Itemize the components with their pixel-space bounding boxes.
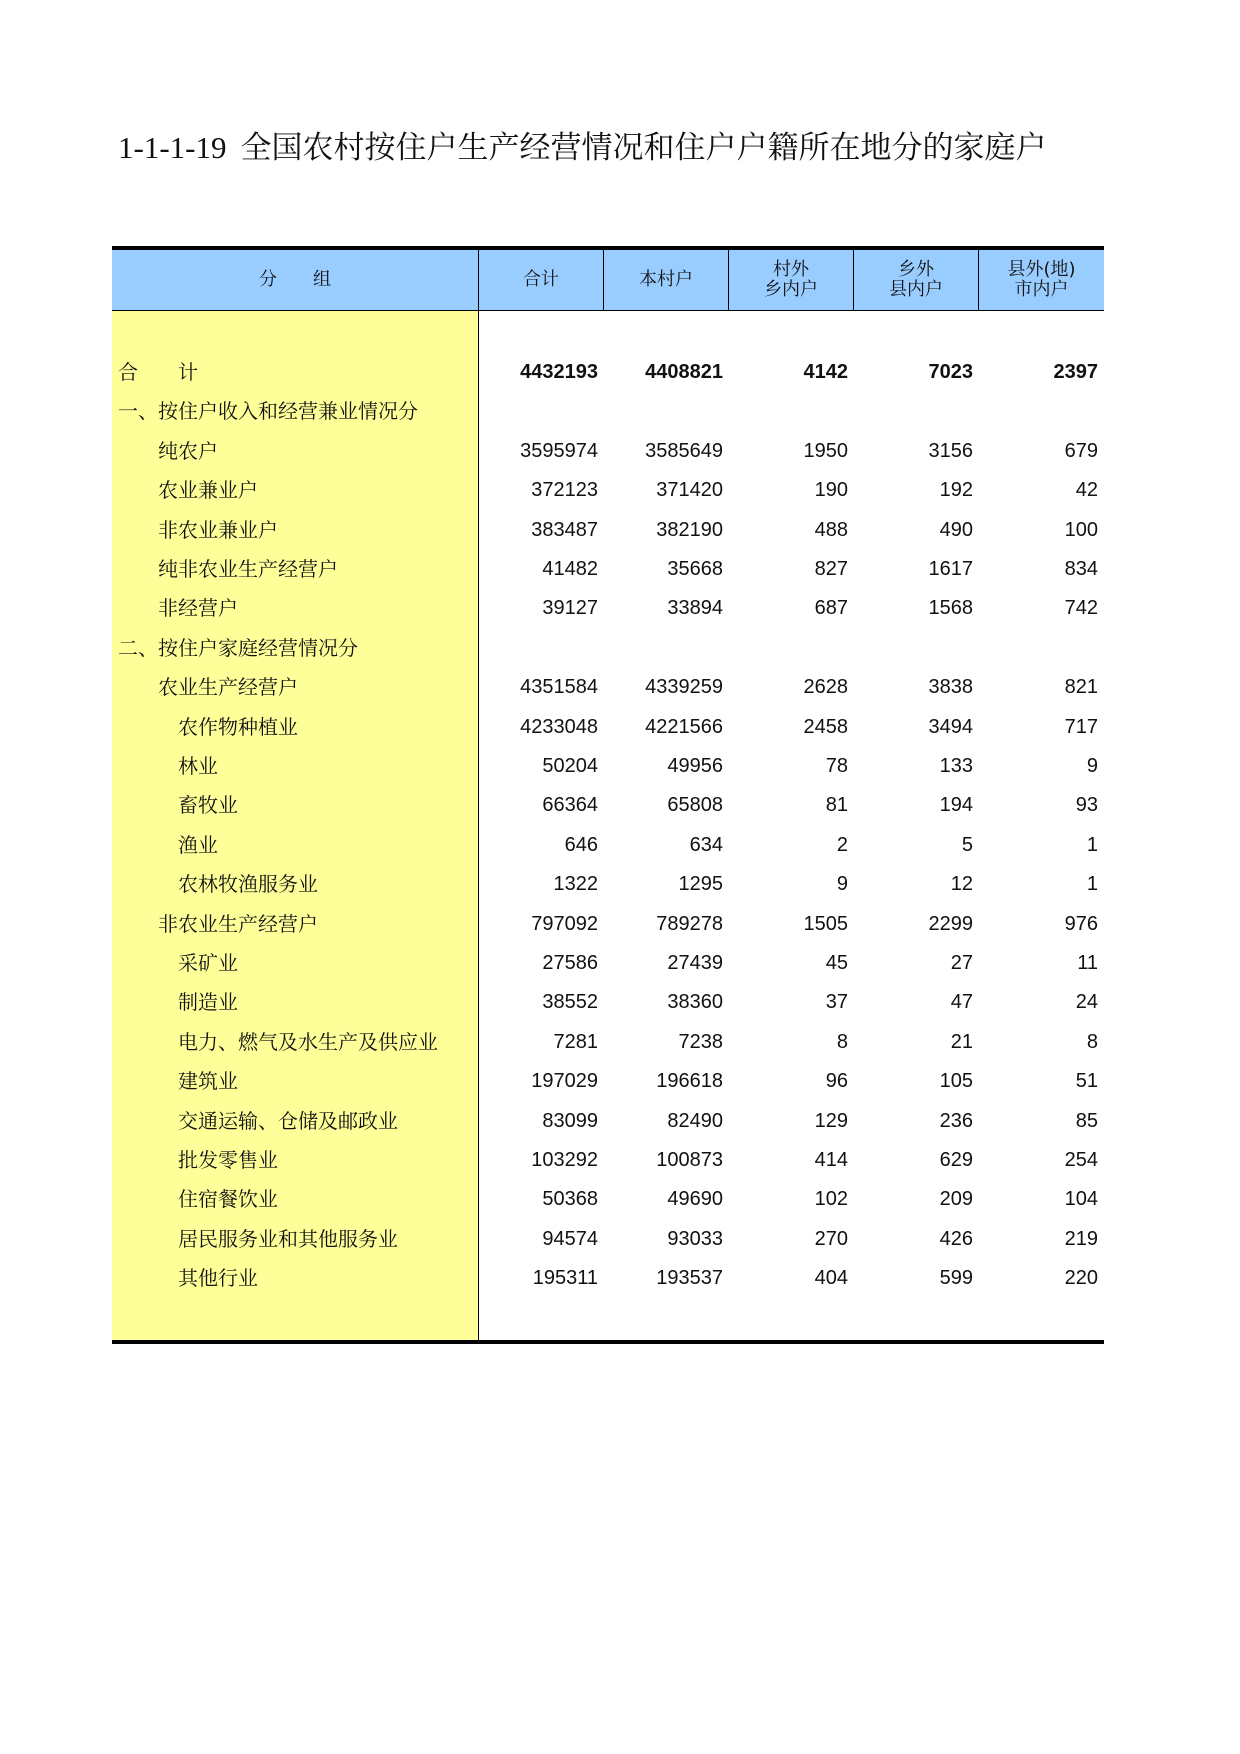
cell-value: 1322 [553,873,598,896]
row-label: 非经营户 [158,596,238,621]
statistics-table [112,246,1104,1344]
table-row [112,708,1104,747]
cell-value: 100 [1064,518,1098,541]
cell-value: 192 [939,479,973,502]
cell-value: 51 [1075,1070,1098,1093]
cell-value: 33894 [667,597,723,620]
cell-value [728,629,848,668]
cell-value: 2628 [803,676,848,699]
table-row [112,353,1104,392]
cell-value: 270 [814,1227,848,1250]
cell-value: 254 [1064,1149,1098,1171]
cell-value: 45 [825,952,848,974]
cell-value: 96 [825,1070,848,1093]
cell-value: 4408821 [645,361,723,383]
cell-value: 49690 [667,1188,723,1211]
row-label: 制造业 [178,990,238,1015]
cell-value: 5 [961,833,973,856]
cell-value: 797092 [531,912,598,935]
cell-value: 3595974 [520,439,598,462]
cell-value: 834 [1064,558,1098,580]
cell-value [603,629,723,668]
header-col4 [853,250,978,310]
table-row [112,471,1104,510]
table-code: 1-1-1-19 [118,130,227,165]
row-label: 纯非农业生产经营户 [158,557,338,581]
row-label: 合 计 [118,360,198,384]
cell-value: 414 [814,1149,848,1171]
cell-value: 2458 [803,715,848,738]
row-label: 纯农户 [158,438,218,463]
cell-value: 2 [836,833,848,856]
table-row [112,905,1104,944]
cell-value: 679 [1064,439,1098,462]
cell-value [853,629,973,668]
cell-value: 105 [939,1070,973,1093]
cell-value: 1505 [803,912,848,935]
row-label: 农业生产经营户 [158,675,298,700]
cell-value: 717 [1064,715,1098,738]
header-col5 [978,250,1104,310]
cell-value: 404 [814,1267,848,1290]
cell-value: 12 [950,873,973,896]
table-row [112,1180,1104,1219]
cell-value: 38552 [542,991,598,1014]
cell-value: 4351584 [520,676,598,699]
cell-value: 82490 [667,1109,723,1132]
table-row [112,589,1104,628]
cell-value: 3156 [928,439,973,462]
cell-value: 102 [814,1188,848,1211]
row-label: 采矿业 [178,951,238,975]
table-row [112,944,1104,983]
table-row [112,629,1104,668]
cell-value: 976 [1064,912,1098,935]
cell-value: 94574 [542,1227,598,1250]
cell-value: 827 [814,558,848,580]
cell-value: 190 [814,479,848,502]
header-col5-line1: 县外(地) [1007,259,1076,280]
cell-value: 219 [1064,1227,1098,1250]
table-row [112,983,1104,1022]
cell-value: 21 [950,1030,973,1053]
cell-value: 646 [564,833,598,856]
table-row [112,511,1104,550]
row-label: 住宿餐饮业 [178,1187,278,1212]
cell-value: 197029 [531,1070,598,1093]
header-col5-line2: 市内户 [1014,279,1069,300]
row-label: 电力、燃气及水生产及供应业 [178,1029,438,1054]
row-label: 批发零售业 [178,1148,278,1172]
cell-value [978,629,1098,668]
cell-value: 2299 [928,912,973,935]
table-row [112,1220,1104,1259]
cell-value: 65808 [667,794,723,817]
cell-value: 9 [1086,755,1098,777]
cell-value: 37 [825,991,848,1014]
header-col4-line1: 乡外 [898,259,934,280]
cell-value: 382190 [656,518,723,541]
cell-value: 7023 [928,361,973,383]
cell-value: 1617 [928,558,973,580]
cell-value: 38360 [667,991,723,1014]
cell-value: 100873 [656,1149,723,1171]
page-title [118,123,1108,173]
cell-value: 47 [950,991,973,1014]
cell-value: 490 [939,518,973,541]
header-col3-line1: 村外 [773,259,809,280]
cell-value [978,392,1098,431]
cell-value: 1 [1086,873,1098,896]
cell-value: 24 [1075,991,1098,1014]
cell-value: 371420 [656,479,723,502]
cell-value: 599 [939,1267,973,1290]
cell-value: 196618 [656,1070,723,1093]
cell-value: 372123 [531,479,598,502]
cell-value: 789278 [656,912,723,935]
cell-value: 629 [939,1149,973,1171]
cell-value: 93033 [667,1227,723,1250]
cell-value [603,392,723,431]
header-group-label: 分 组 [259,269,331,290]
cell-value: 1568 [928,597,973,620]
header-total [478,250,603,310]
header-local-label: 本村户 [639,269,693,290]
header-local [603,250,728,310]
cell-value [478,629,598,668]
cell-value: 1295 [678,873,723,896]
cell-value: 742 [1064,597,1098,620]
cell-value: 2397 [1053,361,1098,383]
cell-value: 195311 [532,1267,598,1290]
table-row [112,432,1104,471]
cell-value: 27 [950,952,973,974]
cell-value: 426 [939,1227,973,1250]
row-label: 建筑业 [178,1069,238,1094]
table-row [112,786,1104,825]
row-label: 林业 [178,754,218,778]
cell-value: 383487 [531,518,598,541]
cell-value: 133 [939,755,973,777]
cell-value: 27586 [542,952,598,974]
cell-value: 4432193 [520,361,598,383]
table-row [112,865,1104,904]
row-label: 非农业生产经营户 [158,911,318,936]
cell-value: 3838 [928,676,973,699]
cell-value: 3494 [928,715,973,738]
cell-value: 35668 [667,558,723,580]
table-row [112,1141,1104,1180]
cell-value: 4339259 [645,676,723,699]
row-label: 非农业兼业户 [158,517,278,542]
row-label: 农作物种植业 [178,714,298,739]
cell-value: 41482 [542,558,598,580]
row-label: 一、按住户收入和经营兼业情况分 [118,399,418,424]
header-total-label: 合计 [523,269,559,290]
table-row [112,1023,1104,1062]
cell-value: 4142 [803,361,848,383]
cell-value: 93 [1075,794,1098,817]
cell-value [853,392,973,431]
cell-value: 103292 [531,1149,598,1171]
cell-value [728,392,848,431]
row-label: 农业兼业户 [158,478,258,503]
cell-value: 634 [689,833,723,856]
header-group [112,250,478,310]
cell-value: 194 [939,794,973,817]
table-row [112,1102,1104,1141]
cell-value: 4233048 [520,715,598,738]
header-col3-line2: 乡内户 [764,279,818,300]
table-row [112,826,1104,865]
table-row [112,1062,1104,1101]
cell-value: 78 [825,755,848,777]
cell-value [478,392,598,431]
row-label: 渔业 [178,832,218,857]
table-row [112,668,1104,707]
row-label: 交通运输、仓储及邮政业 [178,1108,398,1133]
row-label: 农林牧渔服务业 [178,872,318,897]
table-header [112,250,1104,311]
table-row [112,550,1104,589]
cell-value: 3585649 [645,439,723,462]
cell-value: 4221566 [645,715,723,738]
cell-value: 8 [836,1030,848,1053]
cell-value: 81 [825,794,848,817]
cell-value: 50368 [542,1188,598,1211]
cell-value: 42 [1075,479,1098,502]
table-title-text: 全国农村按住户生产经营情况和住户户籍所在地分的家庭户 [240,130,1047,166]
cell-value: 821 [1064,676,1098,699]
cell-value: 7238 [678,1030,723,1053]
cell-value: 49956 [667,755,723,777]
header-col4-line2: 县内户 [889,279,943,300]
cell-value: 8 [1086,1030,1098,1053]
cell-value: 236 [939,1109,973,1132]
row-label: 畜牧业 [178,793,238,818]
cell-value: 11 [1077,952,1098,974]
table-bottom-rule [112,1340,1104,1344]
cell-value: 104 [1064,1188,1098,1211]
row-label: 其他行业 [178,1266,258,1291]
table-row [112,1259,1104,1298]
cell-value: 220 [1064,1267,1098,1290]
cell-value: 193537 [656,1267,723,1290]
cell-value: 27439 [667,952,723,974]
cell-value: 209 [939,1188,973,1211]
row-label: 居民服务业和其他服务业 [178,1226,398,1251]
cell-value: 1 [1086,833,1098,856]
cell-value: 7281 [553,1030,598,1053]
cell-value: 488 [814,518,848,541]
cell-value: 85 [1075,1109,1098,1132]
cell-value: 39127 [542,597,598,620]
cell-value: 687 [814,597,848,620]
table-row [112,747,1104,786]
cell-value: 50204 [542,755,598,777]
cell-value: 1950 [803,439,848,462]
cell-value: 66364 [542,794,598,817]
cell-value: 83099 [542,1109,598,1132]
cell-value: 129 [814,1109,848,1132]
cell-value: 9 [836,873,848,896]
table-row [112,392,1104,431]
row-label: 二、按住户家庭经营情况分 [118,635,358,660]
header-col3 [728,250,853,310]
